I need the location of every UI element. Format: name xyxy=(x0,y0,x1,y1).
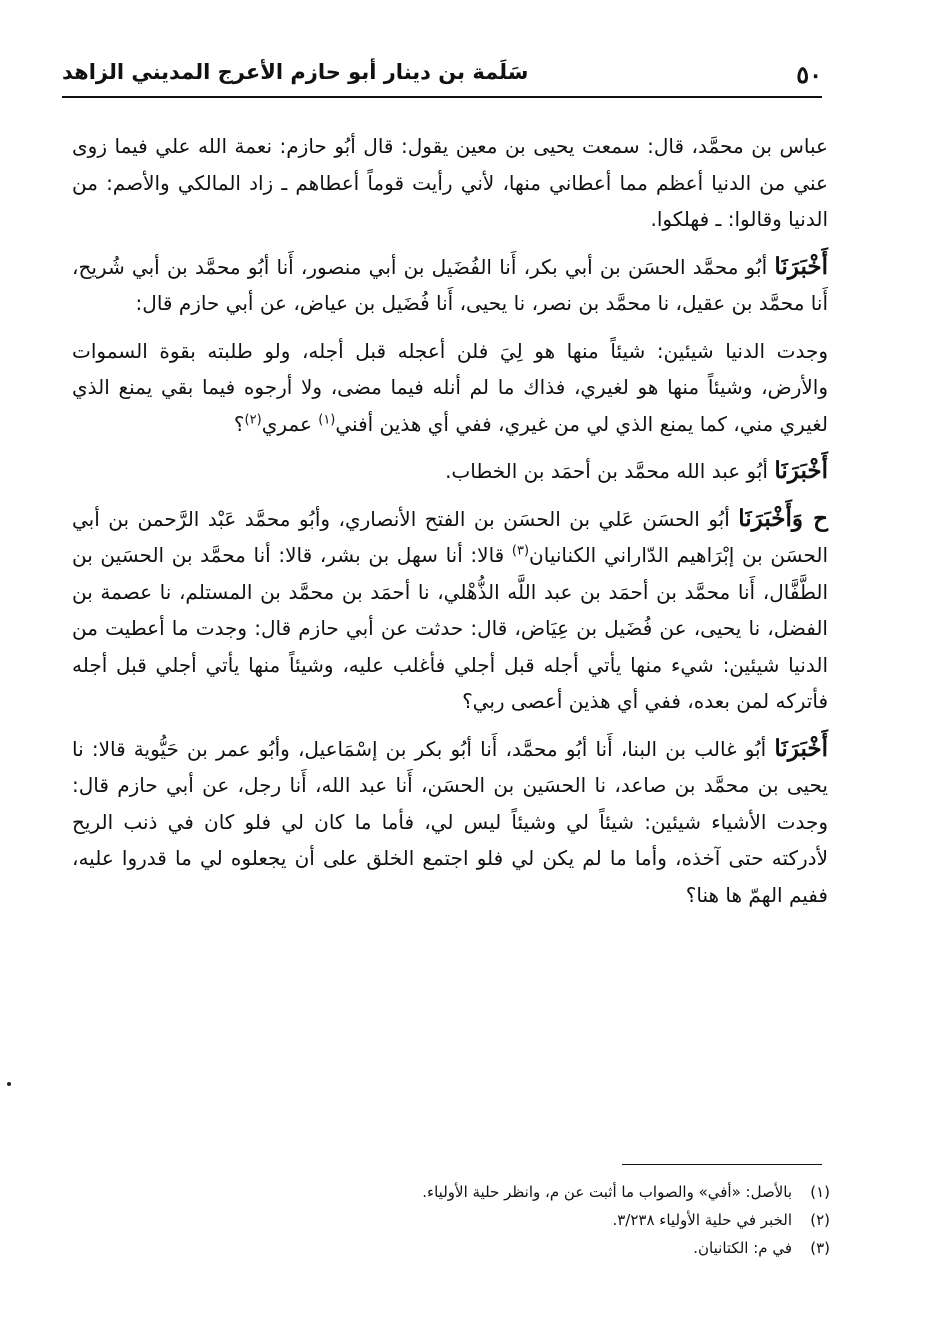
footnote-number: (٣) xyxy=(810,1239,830,1257)
hadith-change-marker: ح xyxy=(803,504,828,532)
footnote-number: (١) xyxy=(810,1183,830,1201)
footnote-reference: (٢) xyxy=(244,411,262,427)
lead-word: أَخْبَرَنَا xyxy=(774,457,828,484)
paragraph xyxy=(72,453,828,490)
footnotes xyxy=(80,1178,830,1262)
paragraph xyxy=(72,249,828,322)
paragraph-text: عمري xyxy=(261,411,319,436)
scan-speck xyxy=(7,1082,11,1086)
footnote-rule xyxy=(622,1164,822,1165)
paragraph-text: أبُو غالب بن البنا، أَنا أبُو محمَّد، أَنا أبُو بكر بن إسْمَاعيل، وأبُو عمر بن حَيُّوية قالا: نا يحيى بن محمَّد بن صاعد، نا الحسَين بن الحسَن، أَنا عبد الله، أَنا رجل، عن أبي حازم قال: وجدت الأشياء شيئين: شيئاً لي وشيئاً ليس لي، فأما ما كان لي فلو كان في ذنب الريح لأدركته حتى آخذه، وأما ما لم يكن لي فلو اجتمع الخلق على أن يجعلوه لي ما قدروا عليه، ففيم الهمّ ها هنا؟ xyxy=(72,736,828,907)
footnote xyxy=(80,1178,830,1206)
paragraph-text: قالا: أنا سهل بن بشر، قالا: أنا محمَّد بن الحسَين بن الطَّفَّال، أَنا محمَّد بن أحمَد بن عبد اللَّه الذُّهْلي، نا أحمَد بن محمَّد بن المستلم، نا عصمة بن الفضل، نا يحيى، عن فُضَيل بن عِيَاض، قال: حدثت عن أبي حازم قال: وجدت ما أعطيت من الدنيا شيئين: شيء منها يأتي أجله قبل أجلي فأغلب عليه، وشيئاً منها يأتي أجلي قبل أجله فأتركه لمن بعده، ففي أي هذين أعصى ربي؟ xyxy=(72,543,828,713)
footnote-number: (٢) xyxy=(810,1211,830,1229)
paragraph xyxy=(72,333,828,443)
paragraph-text: وجدت الدنيا شيئين: شيئاً منها هو لِيَ فلن أعجله قبل أجله، ولو طلبته بقوة السموات والأرض، وشيئاً منها هو لغيري، فذاك ما لم أنله فيما مضى، ولا أرجوه فيما بقي يمنع الذي لغيري مني، كما يمنع الذي لي من غيري، ففي أي هذين أفني xyxy=(72,338,828,436)
paragraph-text: ؟ xyxy=(233,411,245,436)
paragraph-text: أبُو عبد الله محمَّد بن أحمَد بن الخطاب. xyxy=(445,459,775,483)
footnote-text: الخبر في حلية الأولياء ٣/٢٣٨. xyxy=(612,1211,792,1229)
paragraph xyxy=(72,501,828,720)
page-number: ٥٠ xyxy=(796,60,822,89)
footnote xyxy=(80,1234,830,1262)
footnote-text: في م: الكتانيان. xyxy=(693,1239,792,1257)
footnote-text: بالأصل: «أفي» والصواب ما أثبت عن م، وانظر حلية الأولياء. xyxy=(422,1183,792,1201)
footnote xyxy=(80,1206,830,1234)
header-rule xyxy=(62,96,822,98)
lead-word: أَخْبَرَنَا xyxy=(774,734,828,762)
paragraph xyxy=(72,731,828,914)
footnote-reference: (١) xyxy=(318,411,336,427)
footnote-reference: (٣) xyxy=(511,543,530,559)
main-text xyxy=(72,128,828,924)
paragraph-text: أبُو الحسَن عَلي بن الحسَن بن الفتح الأنصاري، وأبُو محمَّد عَبْد الرَّحمن بن أبي الحسَن بن إبْرَاهيم الدّاراني الكنانيان xyxy=(72,506,829,567)
paragraph xyxy=(72,128,828,238)
page-header xyxy=(62,56,822,96)
lead-word: وَأَخْبَرَنَا xyxy=(738,504,804,532)
paragraph-text: أبُو محمَّد الحسَن بن أبي بكر، أَنا الفُضَيل بن أبي منصور، أَنا أبُو محمَّد بن أبي شُريح، أَنا محمَّد بن عقيل، نا محمَّد بن نصر، نا يحيى، أَنا فُضَيل بن عياض، عن أبي حازم قال: xyxy=(72,254,828,315)
lead-word: أَخْبَرَنَا xyxy=(774,252,828,280)
paragraph-text: عباس بن محمَّد، قال: سمعت يحيى بن معين يقول: قال أبُو حازم: نعمة الله علي فيما زوى عني من الدنيا أعظم مما أعطاني منها، لأني رأيت قوماً أعطاهم ـ زاد المالكي والأصم: من الدنيا وقالوا: ـ فهلكوا. xyxy=(72,134,828,231)
running-title: سَلَمة بن دينار أبو حازم الأعرج المديني الزاهد xyxy=(62,60,529,84)
